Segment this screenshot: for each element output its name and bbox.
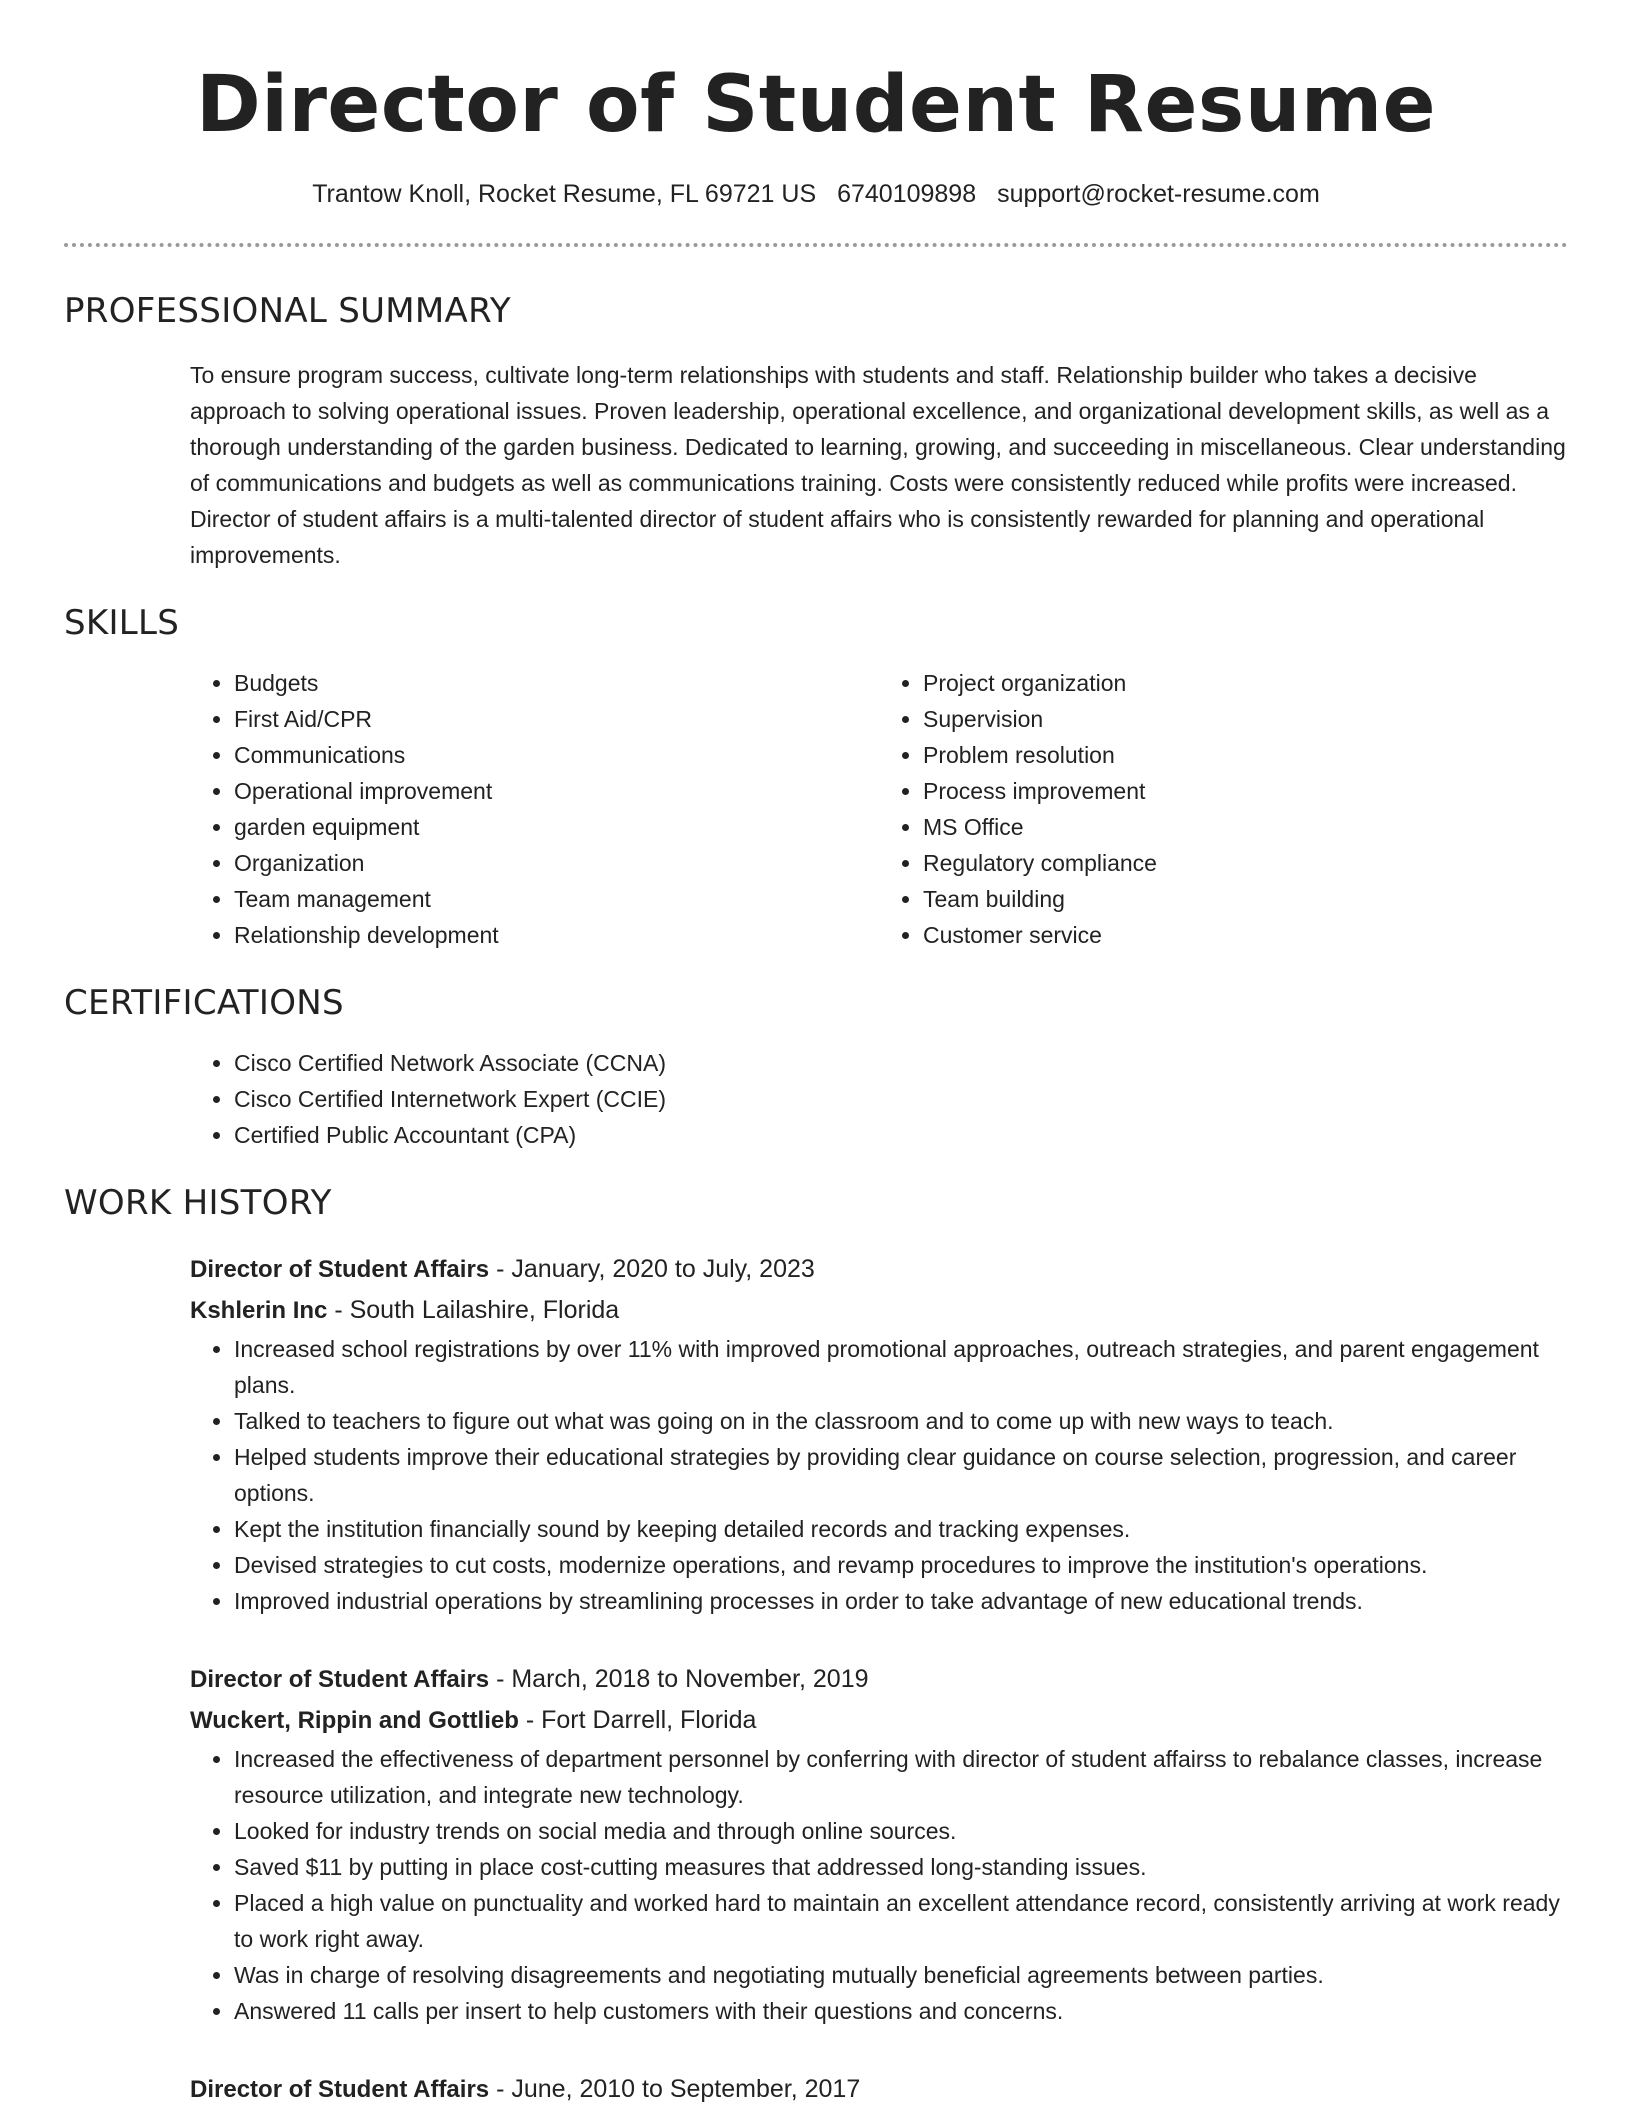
summary-heading: PROFESSIONAL SUMMARY: [64, 291, 511, 331]
skill-item: • Budgets: [234, 665, 879, 701]
contact-email: support@rocket-resume.com: [997, 180, 1320, 208]
header-divider: [64, 243, 1568, 247]
skill-item: • Supervision: [923, 701, 1568, 737]
job-title-line: Director of Student Affairs - March, 2018 to November, 2019: [190, 1665, 869, 1693]
job-company: Wuckert, Rippin and Gottlieb: [190, 1707, 519, 1734]
job-bullets: [190, 1741, 1568, 2029]
job-bullet: • Talked to teachers to figure out what was going on in the classroom and to come up with new ways to teach.: [234, 1403, 1568, 1439]
job-dates: March, 2018 to November, 2019: [511, 1665, 869, 1693]
skill-item: • garden equipment: [234, 809, 879, 845]
contact-phone: 6740109898: [837, 180, 977, 208]
skills-heading: SKILLS: [64, 603, 180, 643]
certifications-list: [190, 1045, 1568, 1153]
job-title: Director of Student Affairs: [190, 1256, 490, 1283]
job-bullet: • Placed a high value on punctuality and worked hard to maintain an excellent attendance record, consistently arriving at work ready to work right away.: [234, 1885, 1568, 1957]
job-company: Kshlerin Inc: [190, 1297, 328, 1324]
job-bullet: • Helped students improve their educational strategies by providing clear guidance on course selection, progression, and career options.: [234, 1439, 1568, 1511]
job-bullet: • Saved $11 by putting in place cost-cutting measures that addressed long-standing issues.: [234, 1849, 1568, 1885]
job-title-line: Director of Student Affairs - January, 2020 to July, 2023: [190, 1255, 815, 1283]
job-location: South Lailashire, Florida: [349, 1296, 620, 1324]
skill-item: • Project organization: [923, 665, 1568, 701]
skill-item: • Process improvement: [923, 773, 1568, 809]
job-company-line: Kshlerin Inc - South Lailashire, Florida: [190, 1296, 620, 1324]
job-bullet: • Kept the institution financially sound by keeping detailed records and tracking expenses.: [234, 1511, 1568, 1547]
skill-item: • Problem resolution: [923, 737, 1568, 773]
job-bullets: [190, 1331, 1568, 1619]
job-bullet: • Increased the effectiveness of department personnel by conferring with director of student affairss to rebalance classes, increase resource utilization, and integrate new technology.: [234, 1741, 1568, 1813]
skill-item: • Regulatory compliance: [923, 845, 1568, 881]
job-bullet: • Improved industrial operations by streamlining processes in order to take advantage of new educational trends.: [234, 1583, 1568, 1619]
work-history-heading: WORK HISTORY: [64, 1183, 332, 1223]
certifications-heading: CERTIFICATIONS: [64, 983, 344, 1023]
skills-grid: [190, 665, 1568, 953]
job-bullet: • Looked for industry trends on social media and through online sources.: [234, 1813, 1568, 1849]
certification-item: • Certified Public Accountant (CPA): [234, 1117, 1568, 1153]
job-dates: June, 2010 to September, 2017: [511, 2075, 861, 2103]
job-entry: [190, 2069, 1568, 2110]
job-company-line: Wuckert, Rippin and Gottlieb - Fort Darrell, Florida: [190, 1706, 757, 1734]
job-title: Director of Student Affairs: [190, 1666, 490, 1693]
skill-item: • First Aid/CPR: [234, 701, 879, 737]
skill-item: • Customer service: [923, 917, 1568, 953]
resume-page: [64, 0, 1568, 2110]
certification-item: • Cisco Certified Internetwork Expert (CCIE): [234, 1081, 1568, 1117]
skill-item: • Organization: [234, 845, 879, 881]
job-bullet: • Was in charge of resolving disagreements and negotiating mutually beneficial agreements between parties.: [234, 1957, 1568, 1993]
contact-address: Trantow Knoll, Rocket Resume, FL 69721 US: [312, 180, 817, 208]
certification-item: • Cisco Certified Network Associate (CCNA): [234, 1045, 1568, 1081]
contact-line: [64, 178, 1568, 210]
skill-item: • Communications: [234, 737, 879, 773]
skill-item: • Team building: [923, 881, 1568, 917]
job-location: Fort Darrell, Florida: [541, 1706, 757, 1734]
job-bullet: • Increased school registrations by over 11% with improved promotional approaches, outreach strategies, and parent engagement plans.: [234, 1331, 1568, 1403]
job-entry: [190, 1249, 1568, 1619]
job-bullet: • Answered 11 calls per insert to help customers with their questions and concerns.: [234, 1993, 1568, 2029]
skill-item: • Operational improvement: [234, 773, 879, 809]
skill-item: • Team management: [234, 881, 879, 917]
job-dates: January, 2020 to July, 2023: [511, 1255, 815, 1283]
skills-list-right: [879, 665, 1568, 953]
summary-text: To ensure program success, cultivate long-term relationships with students and staff. Relationship builder who takes a decisive approach to solving operational issues. Proven leadership, operational excellence, and organizational development skills, as well as a thorough understanding of the garden business. Dedicated to learning, growing, and succeeding in miscellaneous. Clear understanding of communications and budgets as well as communications training. Costs were consistently reduced while profits were increased. Director of student affairs is a multi-talented director of student affairs who is consistently rewarded for planning and operational improvements.: [190, 362, 1566, 568]
resume-title: Director of Student Resume: [195, 60, 1437, 150]
job-bullet: • Devised strategies to cut costs, modernize operations, and revamp procedures to improve the institution's operations.: [234, 1547, 1568, 1583]
skill-item: • Relationship development: [234, 917, 879, 953]
job-entry: [190, 1659, 1568, 2029]
skill-item: • MS Office: [923, 809, 1568, 845]
job-title: Director of Student Affairs: [190, 2076, 490, 2103]
job-title-line: Director of Student Affairs - June, 2010 to September, 2017: [190, 2075, 861, 2103]
skills-list-left: [190, 665, 879, 953]
